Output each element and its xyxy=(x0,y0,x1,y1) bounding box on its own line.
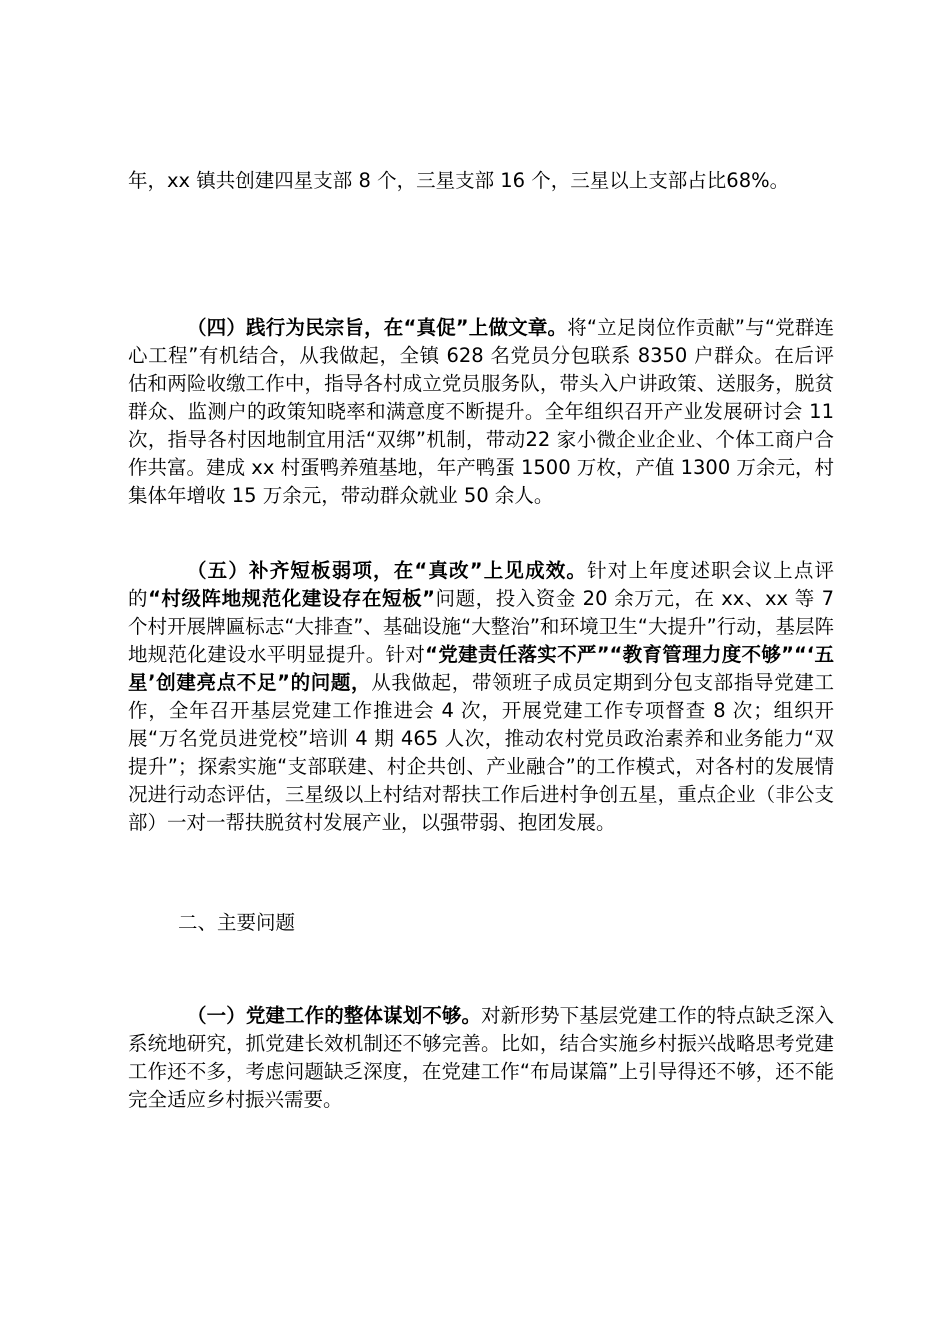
paragraph-text: 将“立足岗位作贡献”与“党群连心工程”有机结合，从我做起，全镇 628 名党员分包联系 8350 户群众。在后评估和两险收缴工作中，指导各村成立党员服务队，带头入户讲政策、送服务，脱贫群众、监测户的政策知晓率和满意度不断提升。全年组织召开产业发展研讨会 11 次，指导各村因地制宜用活“双绑”机制，带动22 家小微企业企业、个体工商户合作共富。建成 xx 村蛋鸭养殖基地，年产鸭蛋 1500 万枚，产值 1300 万余元，村集体年增收 15 万余元，带动群众就业 50 余人。 xyxy=(128,316,835,507)
bold-phrase: “村级阵地规范化建设存在短板” xyxy=(148,587,435,610)
heading-main-problems xyxy=(178,909,778,937)
paragraph-text: 问题，投入资金 20 余万元，在 xx、xx 等 7 个村开展牌匾标志“大排查”、基础设施“大整治”和环境卫生“大提升”行动，基层阵地规范化建设水平明显提升。针对 xyxy=(128,587,834,666)
paragraph-text: 针对上年度述职会议上点评的 xyxy=(128,559,834,610)
paragraph-text: 年，xx 镇共创建四星支部 8 个，三星支部 16 个，三星以上支部占比68%。 xyxy=(128,169,790,192)
heading-text: 二、主要问题 xyxy=(178,911,296,934)
section-heading-bold: （五）补齐短板弱项，在“真改”上见成效。 xyxy=(187,559,588,582)
paragraph-text: 从我做起，带领班子成员定期到分包支部指导党建工作，全年召开基层党建工作推进会 4 次，开展党建工作专项督查 8 次；组织开展“万名党员进党校”培训 4 期 465 人次，推动农村党员政治素养和业务能力“双提升”；探索实施“支部联建、村企共创、产业融合”的工作模式，对各村的发展情况进行动态评估，三星级以上村结对帮扶工作后进村争创五星，重点企业（非公支部）一对一帮扶脱贫村发展产业，以强带弱、抱团发展。 xyxy=(128,671,834,834)
paragraph-star-branches xyxy=(128,167,834,195)
section-heading-bold: （四）践行为民宗旨，在“真促”上做文章。 xyxy=(187,316,568,339)
section-heading-bold: （一）党建工作的整体谋划不够。 xyxy=(187,1004,482,1027)
paragraph-section-five xyxy=(128,557,834,837)
paragraph-section-four xyxy=(128,314,834,510)
paragraph-text: 对新形势下基层党建工作的特点缺乏深入系统地研究，抓党建长效机制还不够完善。比如，结合实施乡村振兴战略思考党建工作还不多，考虑问题缺乏深度，在党建工作“布局谋篇”上引导得还不够，还不能完全适应乡村振兴需要。 xyxy=(128,1004,834,1111)
paragraph-problem-one xyxy=(128,1002,834,1114)
bold-phrase: “党建责任落实不严”“教育管理力度不够”“‘五星’创建亮点不足”的问题， xyxy=(128,643,834,694)
